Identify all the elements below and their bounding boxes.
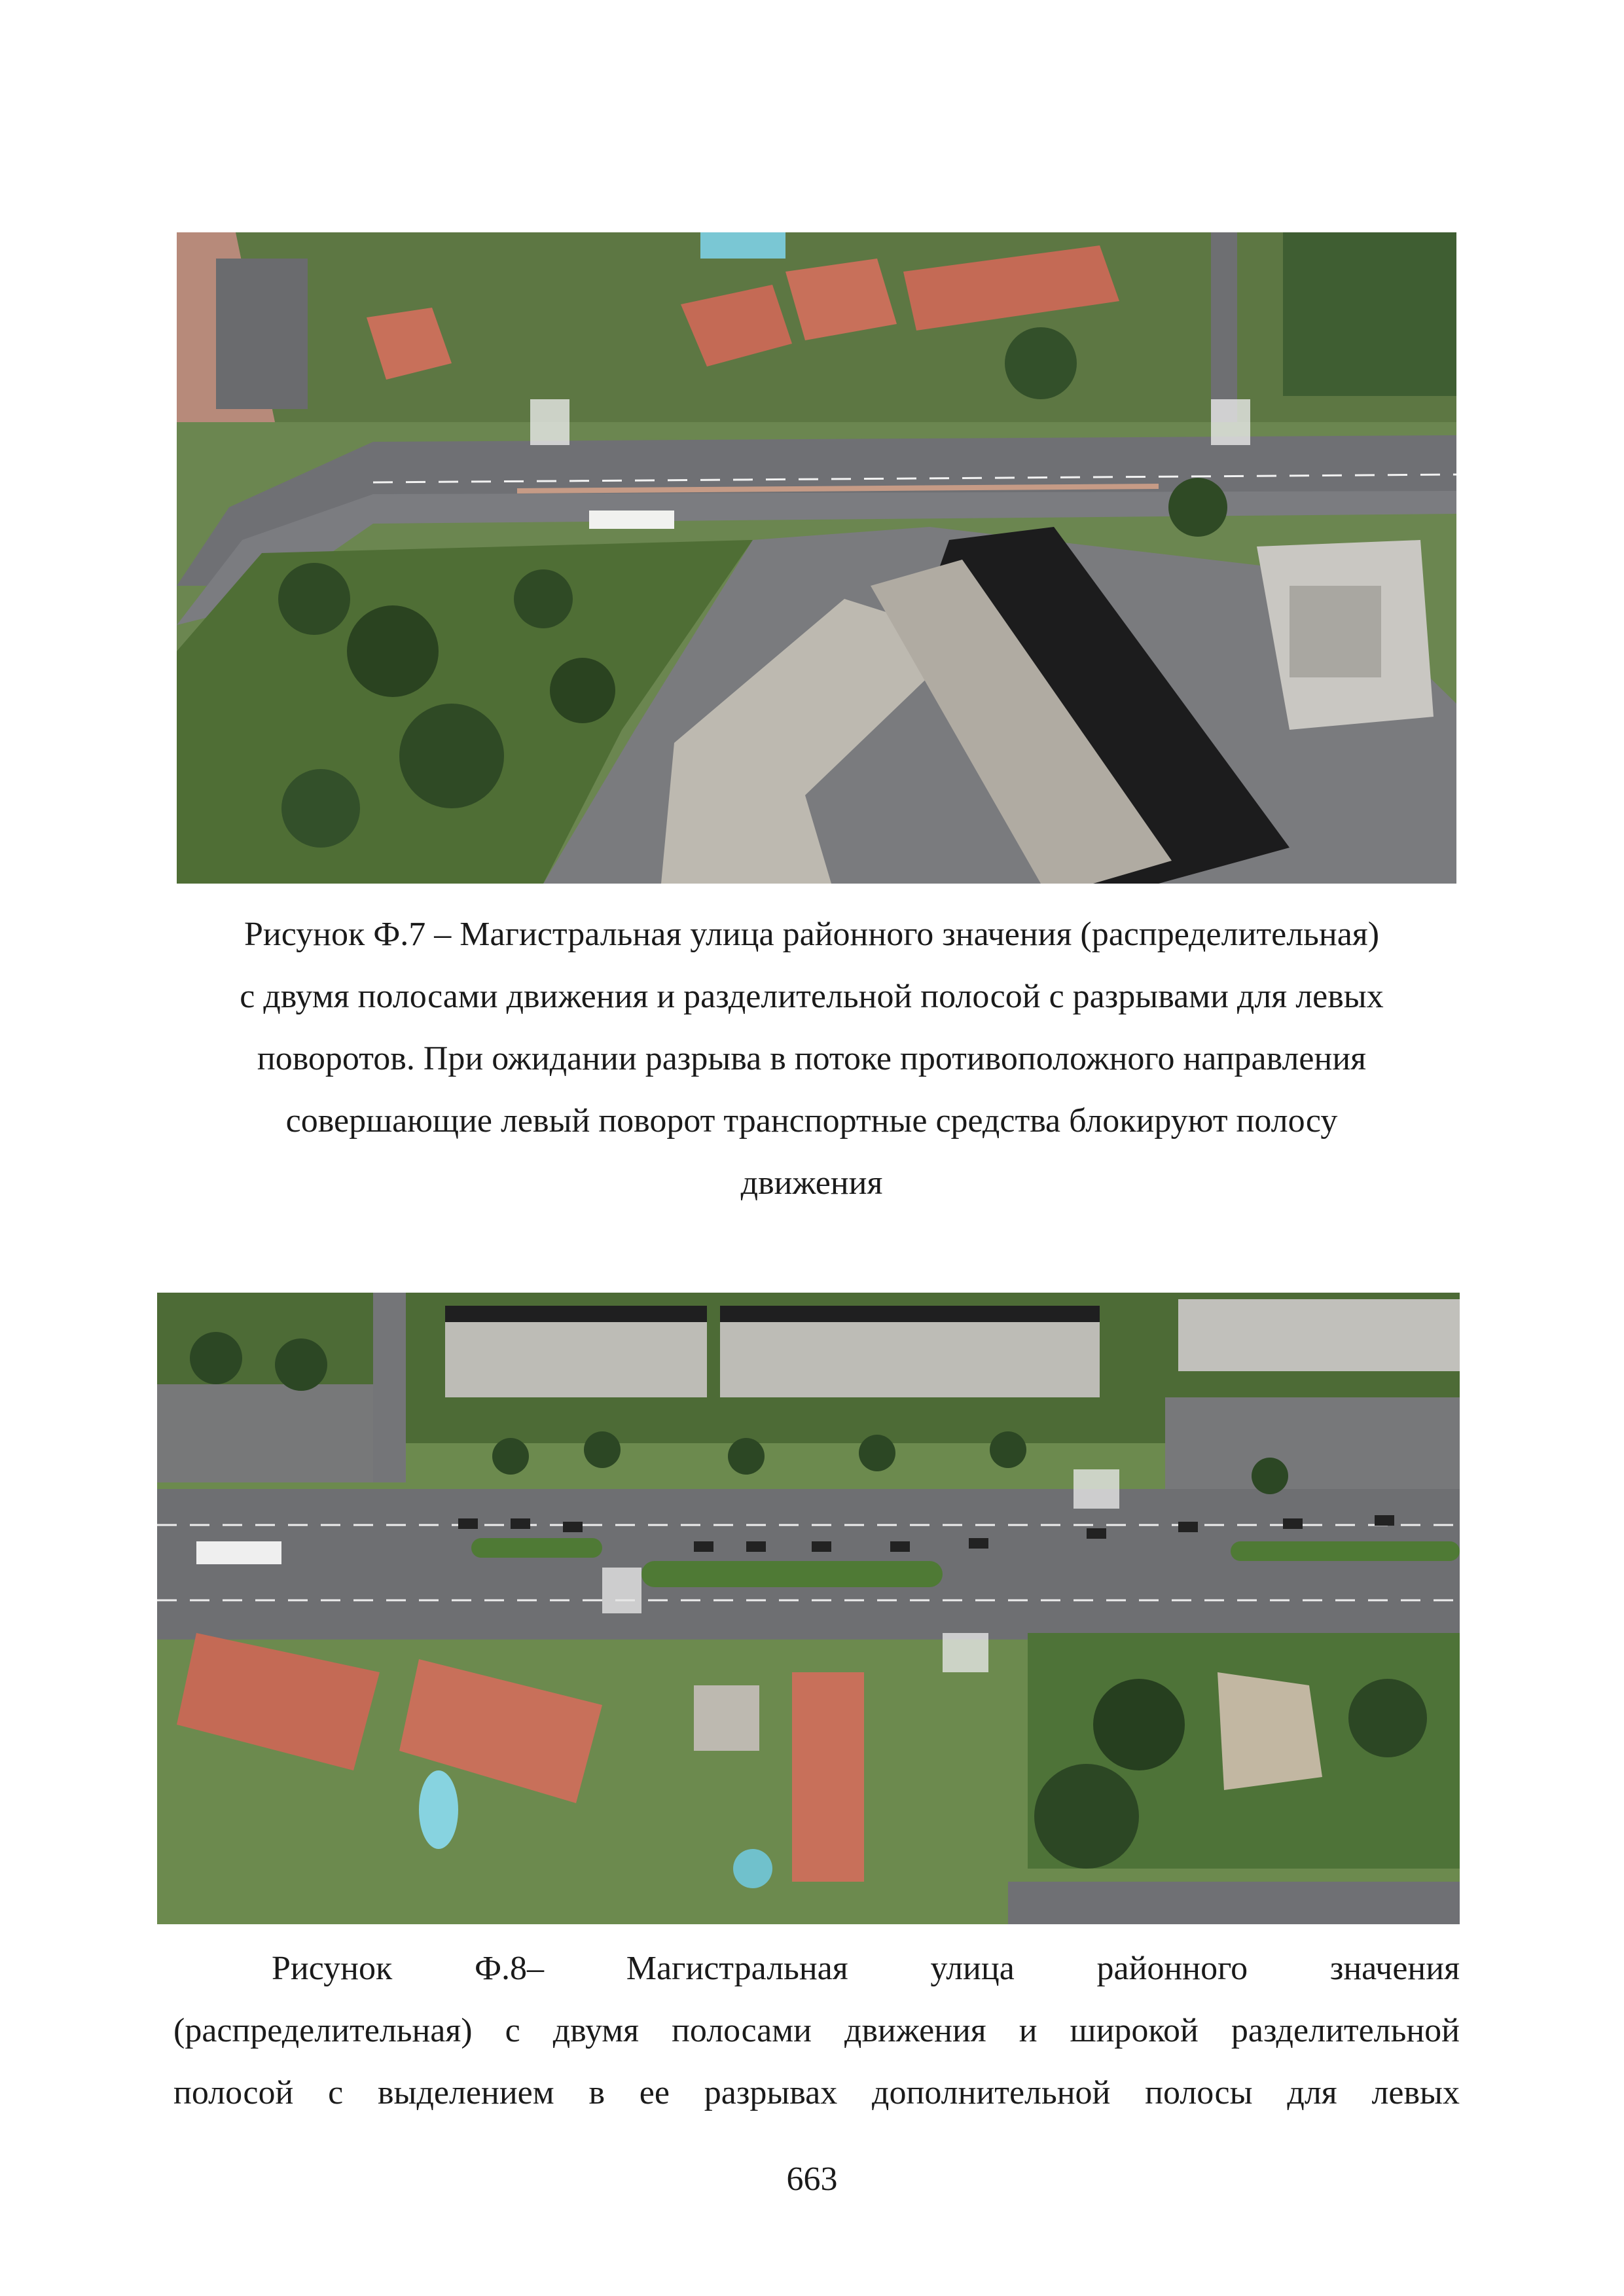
aerial-photo-f8-drawing	[157, 1293, 1460, 1924]
figure-caption-f7	[151, 903, 1473, 1214]
caption-f7-line-2: с двумя полосами движения и разделительной полосой с разрывами для левых	[240, 978, 1384, 1015]
aerial-photo-f7-drawing	[177, 232, 1456, 884]
caption-f8-line-1: Рисунок Ф.8– Магистральная улица районного значения	[272, 1950, 1460, 1987]
caption-f7-line-4: совершающие левый поворот транспортные средства блокируют полосу	[285, 1102, 1338, 1139]
caption-f8-line-3: полосой с выделением в ее разрывах дополнительной полосы для левых	[173, 2074, 1460, 2111]
caption-f7-line-1: Рисунок Ф.7 – Магистральная улица районного значения (распределительная)	[244, 916, 1380, 953]
caption-f7-line-3: поворотов. При ожидании разрыва в потоке противоположного направления	[257, 1040, 1367, 1077]
page-number: 663	[786, 2161, 838, 2198]
aerial-photo-f7	[177, 232, 1456, 884]
caption-f7-line-5: движения	[740, 1164, 883, 1202]
caption-f8-line-2: (распределительная) с двумя полосами движения и широкой разделительной	[173, 2012, 1460, 2049]
figure-caption-f8	[173, 1937, 1460, 2124]
aerial-photo-f8	[157, 1293, 1460, 1924]
